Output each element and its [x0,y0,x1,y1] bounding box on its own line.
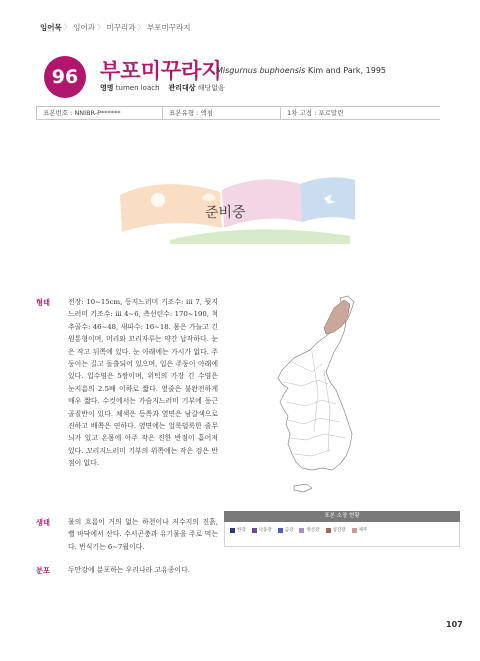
english-name: tumen loach [115,84,160,92]
page-number: 107 [446,620,463,629]
specimen-type: 표본유형 : 액침 [162,107,279,119]
legend-swatch [252,528,257,533]
english-name-label: 영명 [100,84,114,92]
breadcrumb-subfamily: 미꾸리과 [106,23,136,32]
species-number-badge: 96 [44,56,86,98]
breadcrumb-species: 부포미꾸라지 [146,23,191,32]
legend-swatch [278,528,283,533]
legend-item [352,527,368,533]
scientific-name-italic: Misgurnus buphoensis [216,66,306,75]
breadcrumb-separator: 〉 [137,23,145,32]
specimen-number: 표본번호 : NNIBR-P****** [36,107,161,119]
legend-swatch [352,528,357,533]
distribution-area [324,300,350,334]
legend-item [326,527,346,533]
legend-swatch [299,528,304,533]
breadcrumb-family: 잉어과 [73,23,95,32]
legend-label: 섬진강 [332,528,346,533]
ecology-text: 물의 흐름이 거의 없는 하천이나 저수지의 진흙, 뻘 바닥에서 산다. 수서곤충과 유기물을 주로 먹는다. 번식기는 6~7월이다. [68,518,218,551]
management-value: 해당없음 [197,84,225,92]
species-names-row [100,83,225,93]
management-label: 관리대상 [168,84,196,92]
distribution-label: 분포 [36,566,50,575]
legend-swatch [326,528,331,533]
legend-title: 표본 소장 현황 [224,511,460,522]
distribution-text: 두만강에 분포하는 우리나라 고유종이다. [68,566,190,574]
legend-label: 금강 [284,528,294,533]
legend-item [278,527,294,533]
breadcrumb-order: 잉어목 [40,23,62,32]
ecology-label: 생태 [36,518,50,527]
legend-label: 영산강 [306,528,320,533]
jeju-island [294,484,312,492]
legend-items [230,527,367,533]
legend-label: 한강 [237,528,246,533]
scientific-author: Kim and Park, 1995 [307,66,387,75]
species-korean-name: 부포미꾸라지 [100,59,222,83]
legend-label: 제주 [358,528,368,533]
specimen-info-row [36,106,440,120]
breadcrumb [40,22,190,33]
breadcrumb-separator: 〉 [97,23,105,32]
morphology-text: 전장: 10~15cm, 등지느러미 기조수: iii 7, 뒷지느러미 기조수: iii 4~6, 측선린수: 170~190, 척추골수: 46~48, 새파수: 16~18. 몸은 가늘고 긴 원통형이며, 머리와 꼬리자루는 약간 납작하다. 눈은 작고 뒤쪽에 있다. 눈 아래에는 가시가 없다. 주둥이는 길고 돌출되어 있으며, 입은 주둥이 아래에 있다. 입수염은 5쌍이며, 위턱의 가장 긴 수염은 눈지름의 2.5배 이하로 짧다. 옆줄은 불완전하게 매우 짧다. 수컷에서는 가슴지느러미 기부에 둥근 골질반이 있다. 체색은 등쪽과 옆면은 남갈색으로 진하고 배쪽은 연하다. 옆면에는 얼룩덜룩한 줄무늬가 있고 온몸에 아주 작은 진한 반점이 흩어져 있다. 꼬리지느러미 기부의 위쪽에는 작은 검은 반점이 없다. [68,298,218,468]
legend-label: 낙동강 [258,528,272,533]
breadcrumb-separator: 〉 [63,23,72,32]
legend-item [230,527,246,533]
specimen-fixation: 1차 고정 : 포르말린 [280,107,441,119]
legend-item [252,527,272,533]
species-scientific-name [216,66,386,75]
legend-swatch [230,528,235,533]
legend-item [299,527,319,533]
morphology-label: 형태 [36,298,50,307]
photo-placeholder-text: 준비중 [205,205,246,221]
korea-distribution-map [222,292,452,507]
